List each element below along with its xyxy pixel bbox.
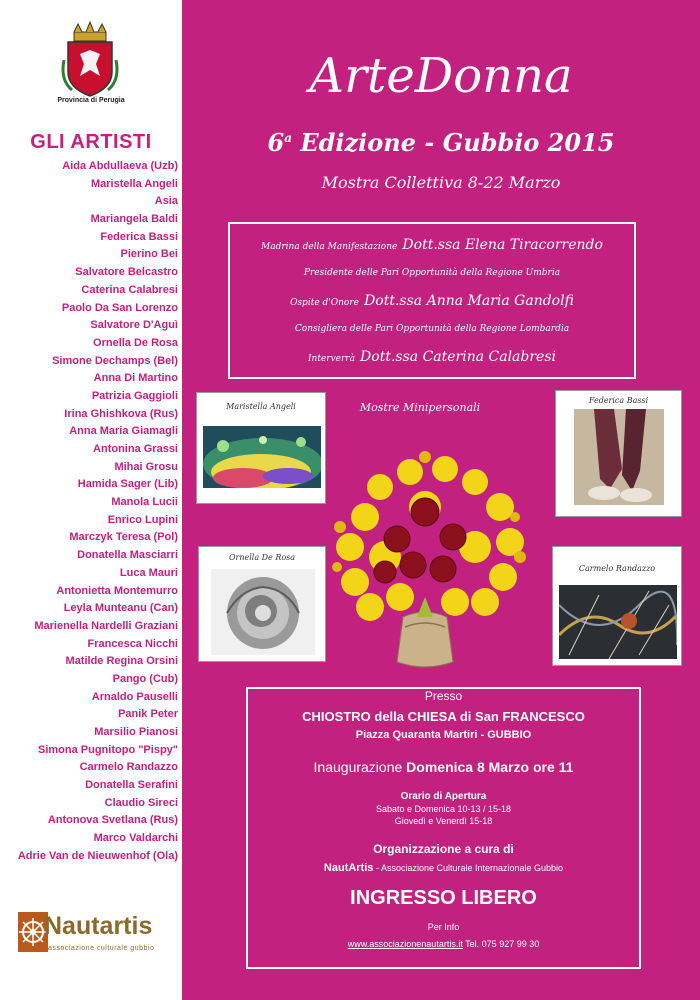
- event-title: ArteDonna: [309, 48, 573, 104]
- opening-hours-weekday: Giovedì e Venerdì 15-18: [394, 816, 493, 826]
- province-label: Provincia di Perugia: [57, 97, 125, 104]
- inauguration-label: Inaugurazione: [313, 759, 407, 775]
- website-link[interactable]: www.associazionenautartis.it: [347, 939, 463, 949]
- artist-name: Claudio Sireci: [104, 796, 178, 809]
- artist-name: Salvatore D'Aguì: [90, 319, 178, 332]
- artist-name: Manola Lucii: [111, 496, 178, 509]
- artist-name: Anna Di Martino: [93, 372, 178, 385]
- interverra-name: Dott.ssa Caterina Calabresi: [360, 349, 557, 365]
- artist-name: Ornella De Rosa: [93, 336, 178, 349]
- edition-number: 6: [267, 128, 285, 157]
- artist-name: Luca Mauri: [119, 566, 178, 579]
- artist-name: Mariangela Baldi: [90, 213, 178, 226]
- opening-hours-weekend: Sabato e Domenica 10-13 / 15-18: [375, 804, 512, 814]
- artwork-frame-federica-bassi: [555, 390, 682, 517]
- inauguration-date: Domenica 8 Marzo ore 11: [406, 759, 574, 775]
- free-entry: INGRESSO LIBERO: [350, 887, 537, 909]
- organization-line: [248, 862, 639, 874]
- artwork-label: Maristella Angeli: [226, 402, 296, 411]
- artist-name: Caterina Calabresi: [81, 283, 178, 296]
- interverra-line: [230, 346, 634, 365]
- artist-name: Donatella Serafini: [85, 779, 178, 792]
- inauguration-line: [248, 759, 639, 775]
- info-box: [246, 687, 641, 969]
- artist-name: Simone Dechamps (Bel): [52, 354, 178, 367]
- artist-name: Pierino Bei: [120, 248, 178, 261]
- artist-name: Matilde Regina Orsini: [65, 655, 178, 668]
- artist-name: Marczyk Teresa (Pol): [69, 531, 178, 544]
- artist-name: Francesca Nicchi: [87, 637, 178, 650]
- artwork-label: Ornella De Rosa: [228, 553, 296, 562]
- venue-name: CHIOSTRO della CHIESA di San FRANCESCO: [302, 709, 585, 724]
- madrina-title: Presidente delle Pari Opportunità della Regione Umbria: [303, 268, 561, 278]
- artist-name: Adrie Van de Nieuwenhof (Ola): [17, 849, 178, 862]
- artwork-image-abstract-dark: [559, 585, 677, 659]
- organization-name: NautArtis: [323, 862, 374, 874]
- phone-number: Tel. 075 927 99 30: [462, 939, 540, 949]
- artist-name: Donatella Masciarri: [77, 549, 178, 562]
- artist-name: Pango (Cub): [112, 672, 178, 685]
- artist-name: Salvatore Belcastro: [75, 266, 178, 279]
- artist-name: Paolo Da San Lorenzo: [61, 301, 178, 314]
- edition-text: Edizione - Gubbio 2015: [292, 128, 615, 157]
- madrina-name: Dott.ssa Elena Tiracorrendo: [402, 237, 603, 253]
- artwork-frame-ornella-de-rosa: [198, 546, 326, 662]
- mimosa-roses-bouquet-image: [325, 447, 530, 677]
- artist-name: Marienella Nardelli Graziani: [34, 619, 178, 632]
- artist-name: Asia: [154, 195, 178, 208]
- guests-box: [228, 222, 636, 379]
- artist-name: Patrizia Gaggioli: [91, 389, 178, 402]
- artwork-frame-maristella-angeli: [196, 392, 326, 504]
- artist-name: Arnaldo Pauselli: [91, 690, 178, 703]
- contact-line: [248, 939, 639, 949]
- artist-name: Aida Abdullaeva (Uzb): [62, 160, 178, 172]
- artist-name: Federica Bassi: [100, 230, 178, 243]
- ospite-title: Consigliera delle Pari Opportunità della Regione Lombardia: [294, 324, 570, 334]
- exhibition-dates: Mostra Collettiva 8-22 Marzo: [321, 173, 561, 192]
- artwork-frame-carmelo-randazzo: [552, 546, 682, 666]
- artist-name: Marsilio Pianosi: [94, 726, 178, 738]
- province-crest-icon: [60, 20, 120, 100]
- artist-name: Antonietta Montemurro: [56, 584, 178, 597]
- organization-description: - Associazione Culturale Internazionale Gubbio: [373, 863, 564, 873]
- mini-shows-title: Mostre Minipersonali: [359, 401, 481, 414]
- nautartis-logo-subtitle: associazione culturale gubbio: [48, 945, 155, 952]
- artist-name: Carmelo Randazzo: [79, 761, 178, 774]
- edition-line: [182, 128, 700, 157]
- edition-ordinal: a: [284, 131, 292, 145]
- madrina-line: [230, 234, 634, 253]
- artist-list: [0, 158, 178, 866]
- organization-title: Organizzazione a cura di: [373, 842, 514, 856]
- artwork-image-rose: [211, 569, 315, 655]
- interverra-role: Interverrà: [307, 354, 355, 364]
- ospite-name: Dott.ssa Anna Maria Gandolfi: [364, 293, 574, 309]
- presso-label: Presso: [424, 689, 463, 703]
- per-info-label: Per Info: [427, 922, 460, 932]
- artist-name: Marco Valdarchi: [93, 832, 178, 845]
- artists-title: GLI ARTISTI: [30, 131, 152, 153]
- artist-name: Hamida Sager (Lib): [77, 478, 178, 491]
- nautartis-logo-name: Nautartis: [44, 912, 153, 940]
- artwork-image-abstract: [203, 426, 321, 488]
- artist-name: Antonina Grassi: [93, 443, 178, 455]
- artist-name: Simona Pugnitopo "Pispy": [38, 743, 178, 756]
- artwork-label: Carmelo Randazzo: [578, 564, 656, 573]
- artist-name: Maristella Angeli: [90, 177, 178, 190]
- artist-name: Antonova Svetlana (Rus): [47, 814, 178, 827]
- artist-name: Mihai Grosu: [114, 460, 178, 473]
- venue-address: Piazza Quaranta Martiri - GUBBIO: [355, 729, 532, 741]
- artist-name: Leyla Munteanu (Can): [63, 602, 178, 615]
- artwork-image-dancer-feet: [574, 409, 664, 505]
- artwork-label: Federica Bassi: [588, 396, 649, 405]
- artist-name: Anna Maria Giamagli: [69, 425, 178, 438]
- ospite-role: Ospite d'Onore: [290, 298, 359, 308]
- artist-name: Enrico Lupini: [107, 513, 178, 526]
- madrina-role: Madrina della Manifestazione: [261, 242, 398, 252]
- opening-hours-title: Orario di Apertura: [400, 791, 487, 802]
- artist-name: Irina Ghishkova (Rus): [64, 407, 178, 420]
- ospite-line: [230, 290, 634, 309]
- artists-column: [0, 0, 182, 1000]
- artist-name: Panik Peter: [118, 708, 178, 721]
